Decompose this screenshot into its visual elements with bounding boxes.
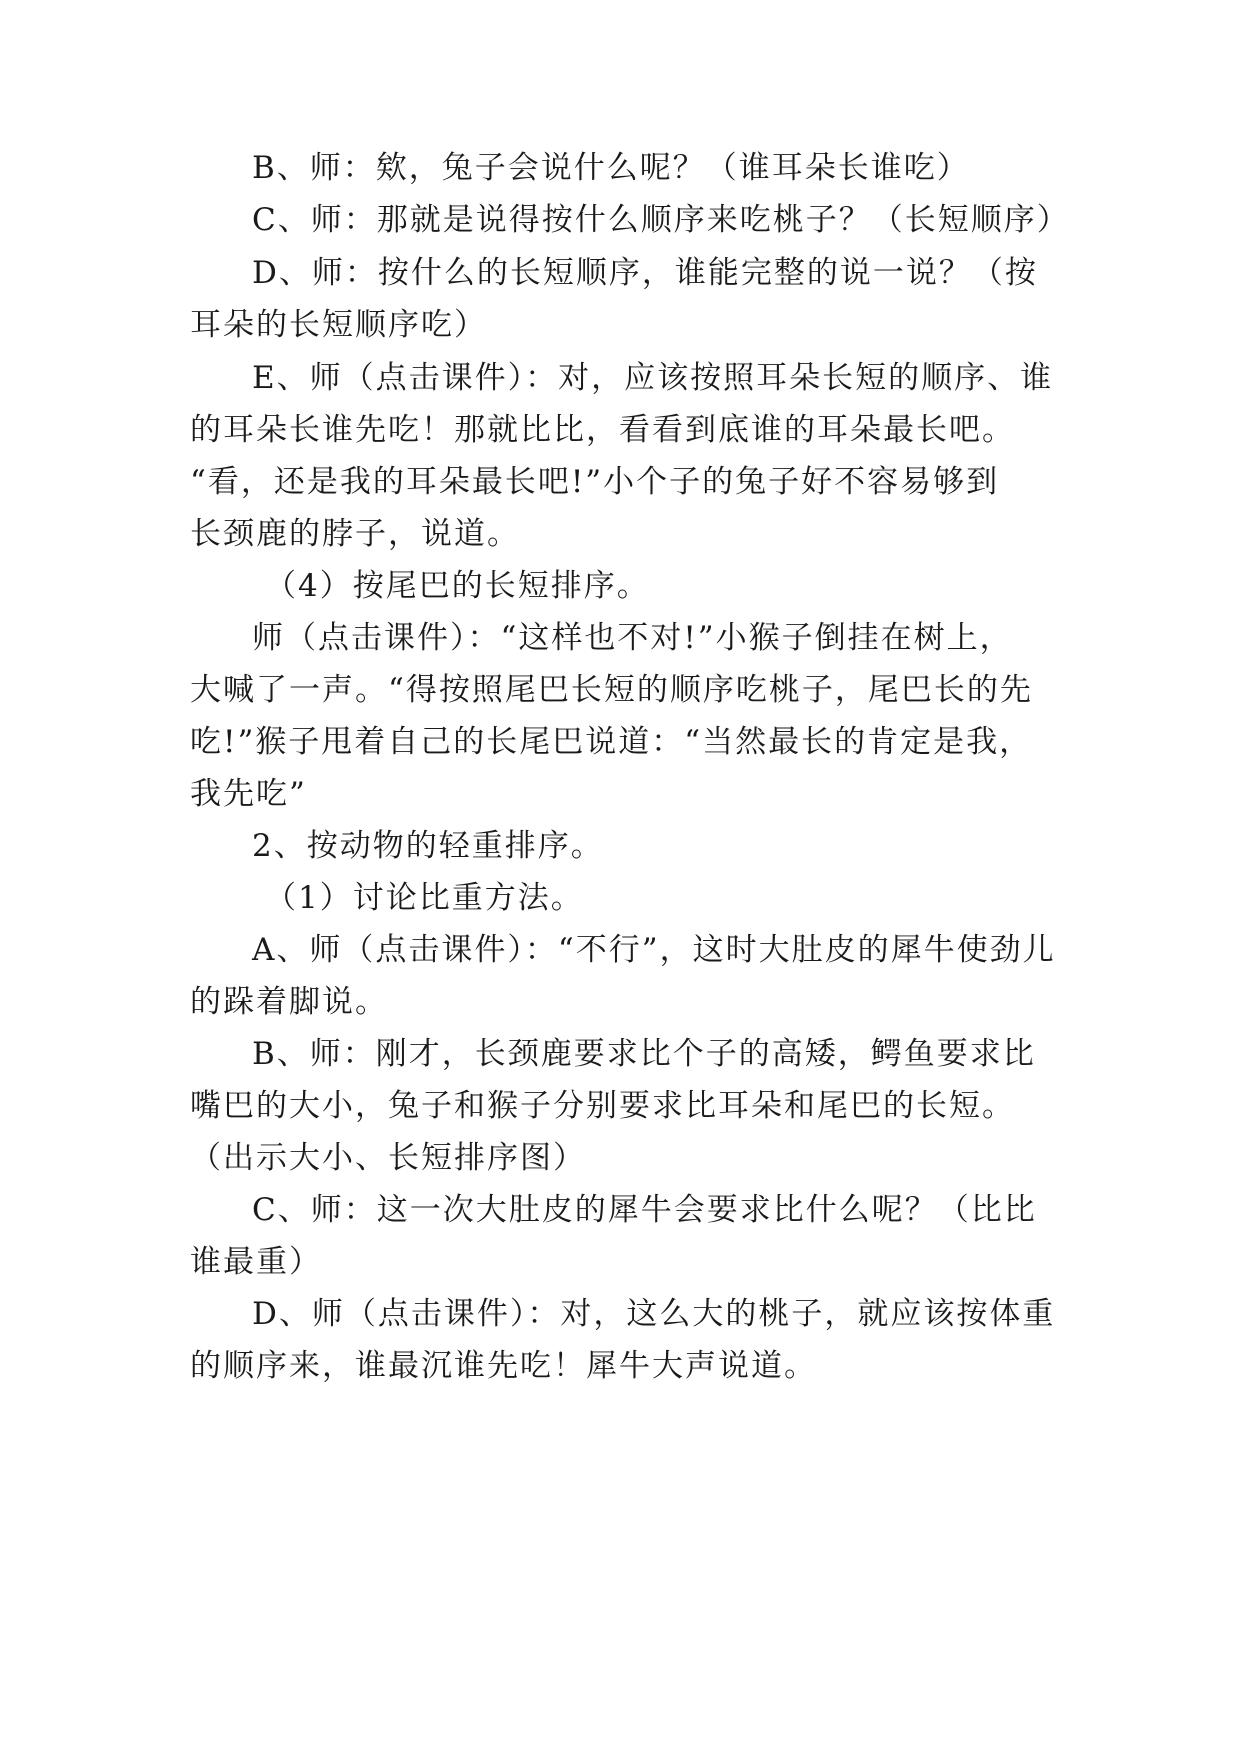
text-line: B、师：刚才，长颈鹿要求比个子的高矮，鳄鱼要求比 [252, 1036, 1036, 1072]
text-line: 耳朵的长短顺序吃） [190, 307, 487, 343]
text-line: 长颈鹿的脖子，说道。 [190, 516, 520, 552]
text-line: （出示大小、长短排序图） [190, 1140, 586, 1176]
text-line: “看，还是我的耳朵最长吧!”小个子的兔子好不容易够到 [190, 464, 1000, 500]
text-line: 我先吃” [190, 776, 307, 812]
text-line: 2、按动物的轻重排序。 [252, 828, 604, 864]
text-line: 大喊了一声。“得按照尾巴长短的顺序吃桃子，尾巴长的先 [190, 672, 1033, 708]
text-line: C、师：这一次大肚皮的犀牛会要求比什么呢？（比比 [252, 1192, 1037, 1228]
text-line: 师（点击课件）：“这样也不对!”小猴子倒挂在树上， [252, 620, 1013, 656]
text-line: A、师（点击课件）：“不行”，这时大肚皮的犀牛使劲儿 [252, 932, 1056, 968]
text-line: E、师（点击课件）：对，应该按照耳朵长短的顺序、谁 [252, 360, 1054, 396]
text-line: D、师：按什么的长短顺序，谁能完整的说一说？（按 [252, 255, 1038, 291]
text-line: （1）讨论比重方法。 [265, 880, 584, 916]
text-line: （4）按尾巴的长短排序。 [265, 568, 650, 604]
text-line: 的跺着脚说。 [190, 984, 388, 1020]
text-line: 的顺序来，谁最沉谁先吃！犀牛大声说道。 [190, 1348, 817, 1384]
text-line: 吃!”猴子甩着自己的长尾巴说道：“当然最长的肯定是我， [190, 724, 1033, 760]
text-line: 嘴巴的大小，兔子和猴子分别要求比耳朵和尾巴的长短。 [190, 1088, 1015, 1124]
text-line: D、师（点击课件）：对，这么大的桃子，就应该按体重 [252, 1296, 1056, 1332]
text-line: 谁最重） [190, 1244, 322, 1280]
text-line: B、师：欸，兔子会说什么呢？（谁耳朵长谁吃） [252, 150, 970, 186]
text-line: 的耳朵长谁先吃！那就比比，看看到底谁的耳朵最长吧。 [190, 412, 1015, 448]
text-line: C、师：那就是说得按什么顺序来吃桃子？（长短顺序） [252, 202, 1070, 238]
